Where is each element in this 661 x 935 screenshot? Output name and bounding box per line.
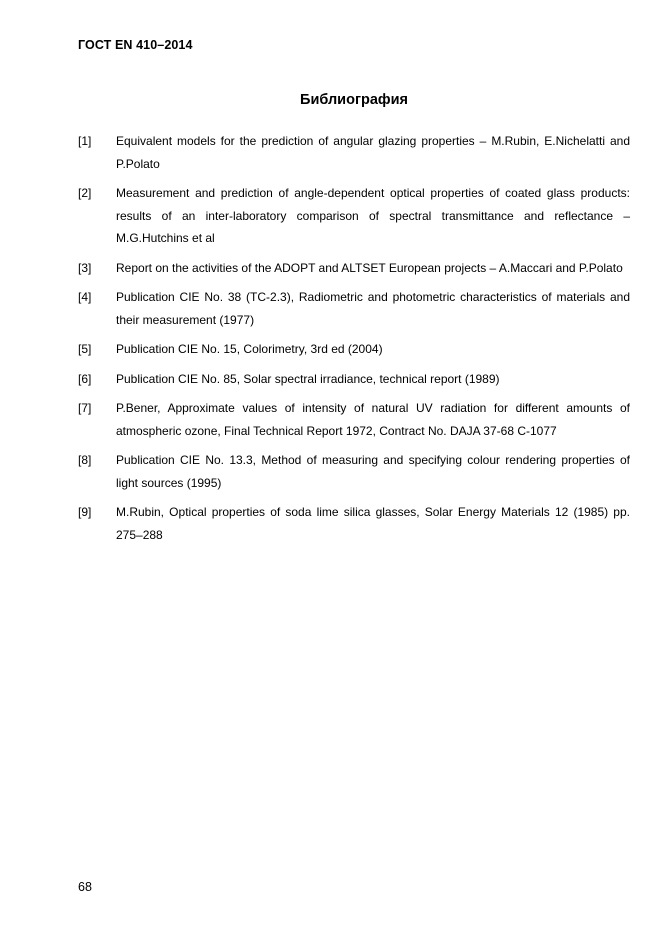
reference-list [78, 130, 630, 553]
reference-text: Publication CIE No. 38 (TC-2.3), Radiometric and photometric characteristics of materials and their measurement (1977) [116, 290, 630, 327]
reference-item-2 [78, 182, 630, 250]
reference-number: [3] [78, 260, 92, 275]
reference-number: [4] [78, 290, 92, 304]
page-number: 68 [78, 880, 92, 894]
reference-item-8 [78, 449, 630, 494]
reference-item-3 [78, 257, 630, 280]
reference-item-1 [78, 130, 630, 175]
standard-header: ГОСТ EN 410–2014 [78, 38, 193, 52]
reference-number: [2] [78, 186, 92, 200]
reference-item-6 [78, 368, 630, 391]
reference-text: P.Bener, Approximate values of intensity of natural UV radiation for different amounts of atmospheric ozone, Final Technical Report 1972, Contract No. DAJA 37-68 C-1077 [116, 401, 630, 438]
reference-item-7 [78, 397, 630, 442]
reference-text: Equivalent models for the prediction of angular glazing properties – M.Rubin, E.Nichelatti and P.Polato [116, 134, 630, 171]
reference-text: Publication CIE No. 85, Solar spectral irradiance, technical report (1989) [116, 371, 500, 386]
reference-item-5 [78, 338, 630, 361]
reference-text: Publication CIE No. 15, Colorimetry, 3rd ed (2004) [116, 342, 383, 356]
reference-number: [9] [78, 505, 92, 519]
reference-number: [5] [78, 342, 92, 356]
bibliography-title: Библиография [300, 92, 408, 108]
reference-text: Publication CIE No. 13.3, Method of measuring and specifying colour rendering properties of light sources (1995) [116, 453, 630, 490]
reference-text: Measurement and prediction of angle-dependent optical properties of coated glass products: results of an inter-laboratory comparison of spectral transmittance and reflectance – M.G.Hutchins et al [116, 186, 630, 245]
reference-number: [6] [78, 371, 92, 386]
reference-text: Report on the activities of the ADOPT and ALTSET European projects – A.Maccari and P.Polato [116, 260, 623, 275]
reference-item-4 [78, 286, 630, 331]
reference-item-9 [78, 501, 630, 546]
reference-text: M.Rubin, Optical properties of soda lime silica glasses, Solar Energy Materials 12 (1985) pp. 275–288 [116, 505, 630, 542]
reference-number: [8] [78, 453, 92, 467]
reference-number: [1] [78, 134, 92, 148]
reference-number: [7] [78, 401, 92, 415]
